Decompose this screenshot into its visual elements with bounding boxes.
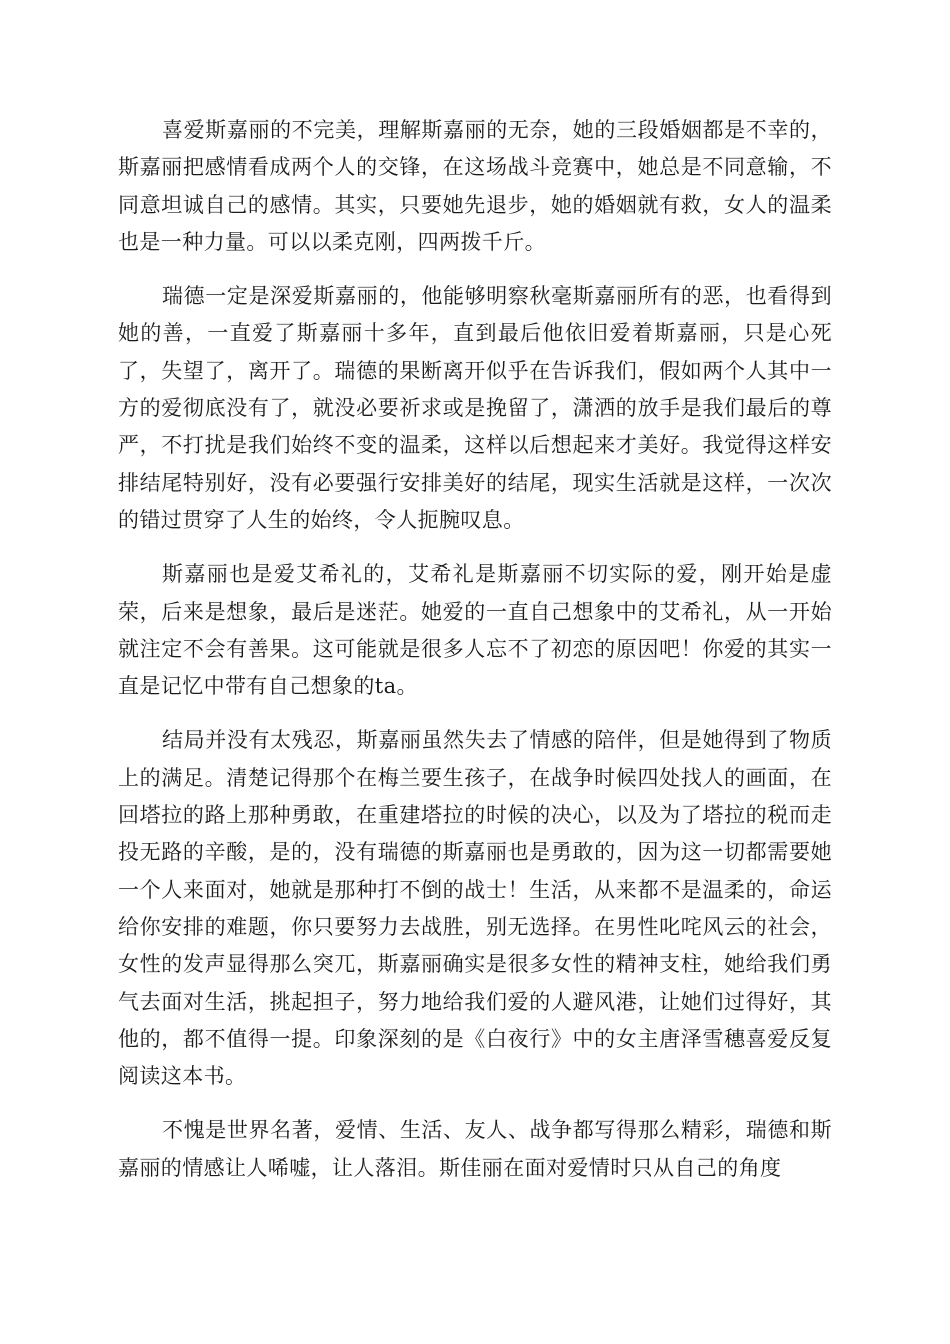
document-page	[118, 112, 832, 1204]
paragraph-2: 瑞德一定是深爱斯嘉丽的，他能够明察秋毫斯嘉丽所有的恶，也看得到她的善，一直爱了斯嘉丽十多年，直到最后他依旧爱着斯嘉丽，只是心死了，失望了，离开了。瑞德的果断离开似乎在告诉我们，假如两个人其中一方的爱彻底没有了，就没必要祈求或是挽留了，潇洒的放手是我们最后的尊严，不打扰是我们始终不变的温柔，这样以后想起来才美好。我觉得这样安排结尾特别好，没有必要强行安排美好的结尾，现实生活就是这样，一次次的错过贯穿了人生的始终，令人扼腕叹息。	[118, 284, 832, 532]
paragraph-1: 喜爱斯嘉丽的不完美，理解斯嘉丽的无奈，她的三段婚姻都是不幸的，斯嘉丽把感情看成两个人的交锋，在这场战斗竞赛中，她总是不同意输，不同意坦诚自己的感情。其实，只要她先退步，她的婚姻就有救，女人的温柔也是一种力量。可以以柔克刚，四两拨千斤。	[118, 118, 832, 254]
paragraph-4: 结局并没有太残忍，斯嘉丽虽然失去了情感的陪伴，但是她得到了物质上的满足。清楚记得那个在梅兰要生孩子，在战争时候四处找人的画面，在回塔拉的路上那种勇敢，在重建塔拉的时候的决心，以及为了塔拉的税而走投无路的辛酸，是的，没有瑞德的斯嘉丽也是勇敢的，因为这一切都需要她一个人来面对，她就是那种打不倒的战士！生活，从来都不是温柔的，命运给你安排的难题，你只要努力去战胜，别无选择。在男性叱咤风云的社会，女性的发声显得那么突兀，斯嘉丽确实是很多女性的精神支柱，她给我们勇气去面对生活，挑起担子，努力地给我们爱的人避风港，让她们过得好，其他的，都不值得一提。印象深刻的是《白夜行》中的女主唐泽雪穗喜爱反复阅读这本书。	[118, 728, 832, 1089]
paragraph-5: 不愧是世界名著，爱情、生活、友人、战争都写得那么精彩，瑞德和斯嘉丽的情感让人唏嘘，让人落泪。斯佳丽在面对爱情时只从自己的角度	[118, 1118, 832, 1180]
paragraph-3: 斯嘉丽也是爱艾希礼的，艾希礼是斯嘉丽不切实际的爱，刚开始是虚荣，后来是想象，最后是迷茫。她爱的一直自己想象中的艾希礼，从一开始就注定不会有善果。这可能就是很多人忘不了初恋的原因吧！你爱的其实一直是记忆中带有自己想象的ta。	[118, 562, 832, 699]
